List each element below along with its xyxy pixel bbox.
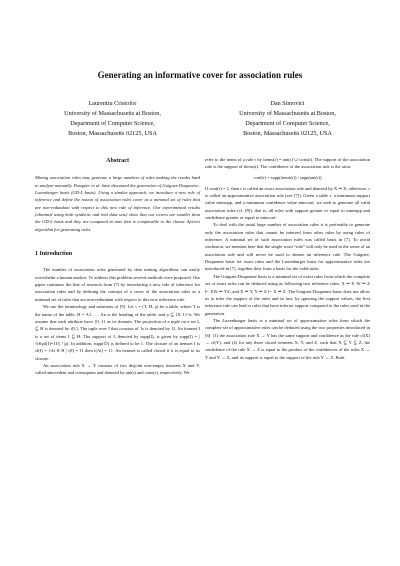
- author-affiliation-line: Boston, Massachusetts 02125, USA: [68, 130, 157, 137]
- paragraph: To deal with the usual large number of association rules it is preferable to generate only the association rules that cannot be inferred from other rules by using rules of inference. A minimal set of such association rules was called basis in [7]. To avoid confusion, we mention here that the single word “rule” will only be used in the sense of an association rule and will never be used to denote an inference rule. The Guigues-Duquenne basis for exact rules and the Luxenburger basis for approximative rules are introduced in [7], together they form a basis for the valid rules.: [205, 222, 370, 272]
- abstract-text: Mining association rules may generate a large numbers of rules making the results hard to analyze manually. Pasquier et al. have discussed the generation of Guigues-Duquenne–Luxenburger basis (GD-L basis). Using a similar approach, we introduce a new rule of inference and define the notion of association rules cover as a minimal set of rules that are non-redundant with respect to this new rule of inference. Our experimental results (obtained using both synthetic and real data sets) show that our covers are smaller than the GD-L basis and they are computed in time that is comparable to the classic Apriori algorithm for generating rules.: [35, 175, 200, 232]
- author-name: Laurentiu Cristofor: [88, 100, 137, 107]
- paragraph: We use the terminology and notations of [9]. Let τ = (T, H, ρ) be a table, where T is the name of the table, H = A1 . . . An is the heading of the table, and ρ ⊆ {0, 1}^n. We assume that each attribute have {0, 1} as its domain. The projection of a tuple on a set L ⊆ H is denoted by t[L]. The tuple over I that consists of 1s is denoted by 1I. An itemset I is a set of items I ⊆ H. The support of I, denoted by supp(I), is given by supp(I) = |{t∈ρ|t[I]=1I}| / |ρ|. In addition, supp(∅) is defined to be 1. The closure of an itemset I is cl(I) = {Ai ∈ H | t[I] = 1I then t[Ai] = 1}. An itemset is called closed if it is equal to its closure.: [35, 304, 200, 361]
- paragraph: The Guigues-Duquenne basis is a minimal set of exact rules from which the complete set of exact rules can be deduced using as following two inference rules: X ⇒ Y, W ⇒ Z ⊢ XW ⇒ YZ, and X ⇒ Y, Y ⇒ Z ⊢ X ⇒ Z. The Guigues-Duquenne basis does not allow us to infer the support of the rules and in fact, by ignoring the support values, the first inference rule can lead to rules that have inferior support compared to the rules used in the generation.: [205, 273, 370, 316]
- author-affiliation-line: University of Massachusetts at Boston,: [64, 110, 161, 117]
- author-affiliation-line: University of Massachusetts at Boston,: [239, 110, 336, 117]
- author-affiliation-line: Department of Computer Science,: [70, 120, 155, 127]
- author-block-1: [25, 99, 200, 139]
- confidence-formula: conf(r) = supp(items(r)) / supp(ant(r)): [253, 174, 322, 180]
- author-name: Dan Simovici: [270, 100, 305, 107]
- section-heading-introduction: 1 Introduction: [35, 251, 73, 258]
- paragraph: The Luxenburger basis is a minimal set of approximative rules from which the complete set of approximative rules can be deduced using the two properties introduced in [6]: (1) the association rule X → Y has the same support and confidence as the rule cl(X) → cl(Y), and (2) for any three closed itemsets X, Y, and Z, such that X ⊆ Y ⊆ Z, the confidence of the rule X → Z is equal to the product of the confidences of the rules X → Y and Y → Z, and its support is equal to the support of the rule Y → Z. Both: [205, 317, 370, 360]
- abstract-heading: Abstract: [105, 157, 130, 164]
- paragraph: If conf(r) = 1, then r is called an exact association rule and denoted by X ⇒ Y; otherwise, r is called an approximative association rule (see [7]). Given a table τ, a minimum support value minsupp, and a minimum confidence value minconf, we seek to generate all valid association rules (cf. [8]), that is, all rules with support greater or equal to minsupp and confidence greater or equal to minconf.: [205, 185, 370, 221]
- paragraph: refer to the items of a rule r by items(r) = ant(r) ∪ cons(r). The support of the association rule is the support of items(r). The confidence of the association rule is the ratio:: [205, 157, 370, 170]
- paragraph: The number of association rules generated by data mining algorithms can easily overwhelm a human analyst. To address this problem several methods were proposed. Our paper continues the line of research from [7] by introducing a new rule of inference for association rules and by defining the concept of a cover of the association rules as a minimal set of rules that are non-redundant with respect to this new inference rule.: [35, 267, 200, 302]
- author-block-2: [200, 99, 375, 139]
- author-affiliation-line: Department of Computer Science,: [245, 120, 330, 127]
- paragraph: An association rule X → Y consists of two disjoint non-empty itemsets X and Y, called antecedent and consequent and denoted by ant(r) and cons(r), respectively. We: [35, 362, 200, 376]
- paper-title: Generating an informative cover for association rules: [97, 70, 303, 80]
- right-column: [205, 156, 370, 361]
- left-column: [35, 157, 200, 377]
- author-affiliation-line: Boston, Massachusetts 02125, USA: [243, 130, 332, 137]
